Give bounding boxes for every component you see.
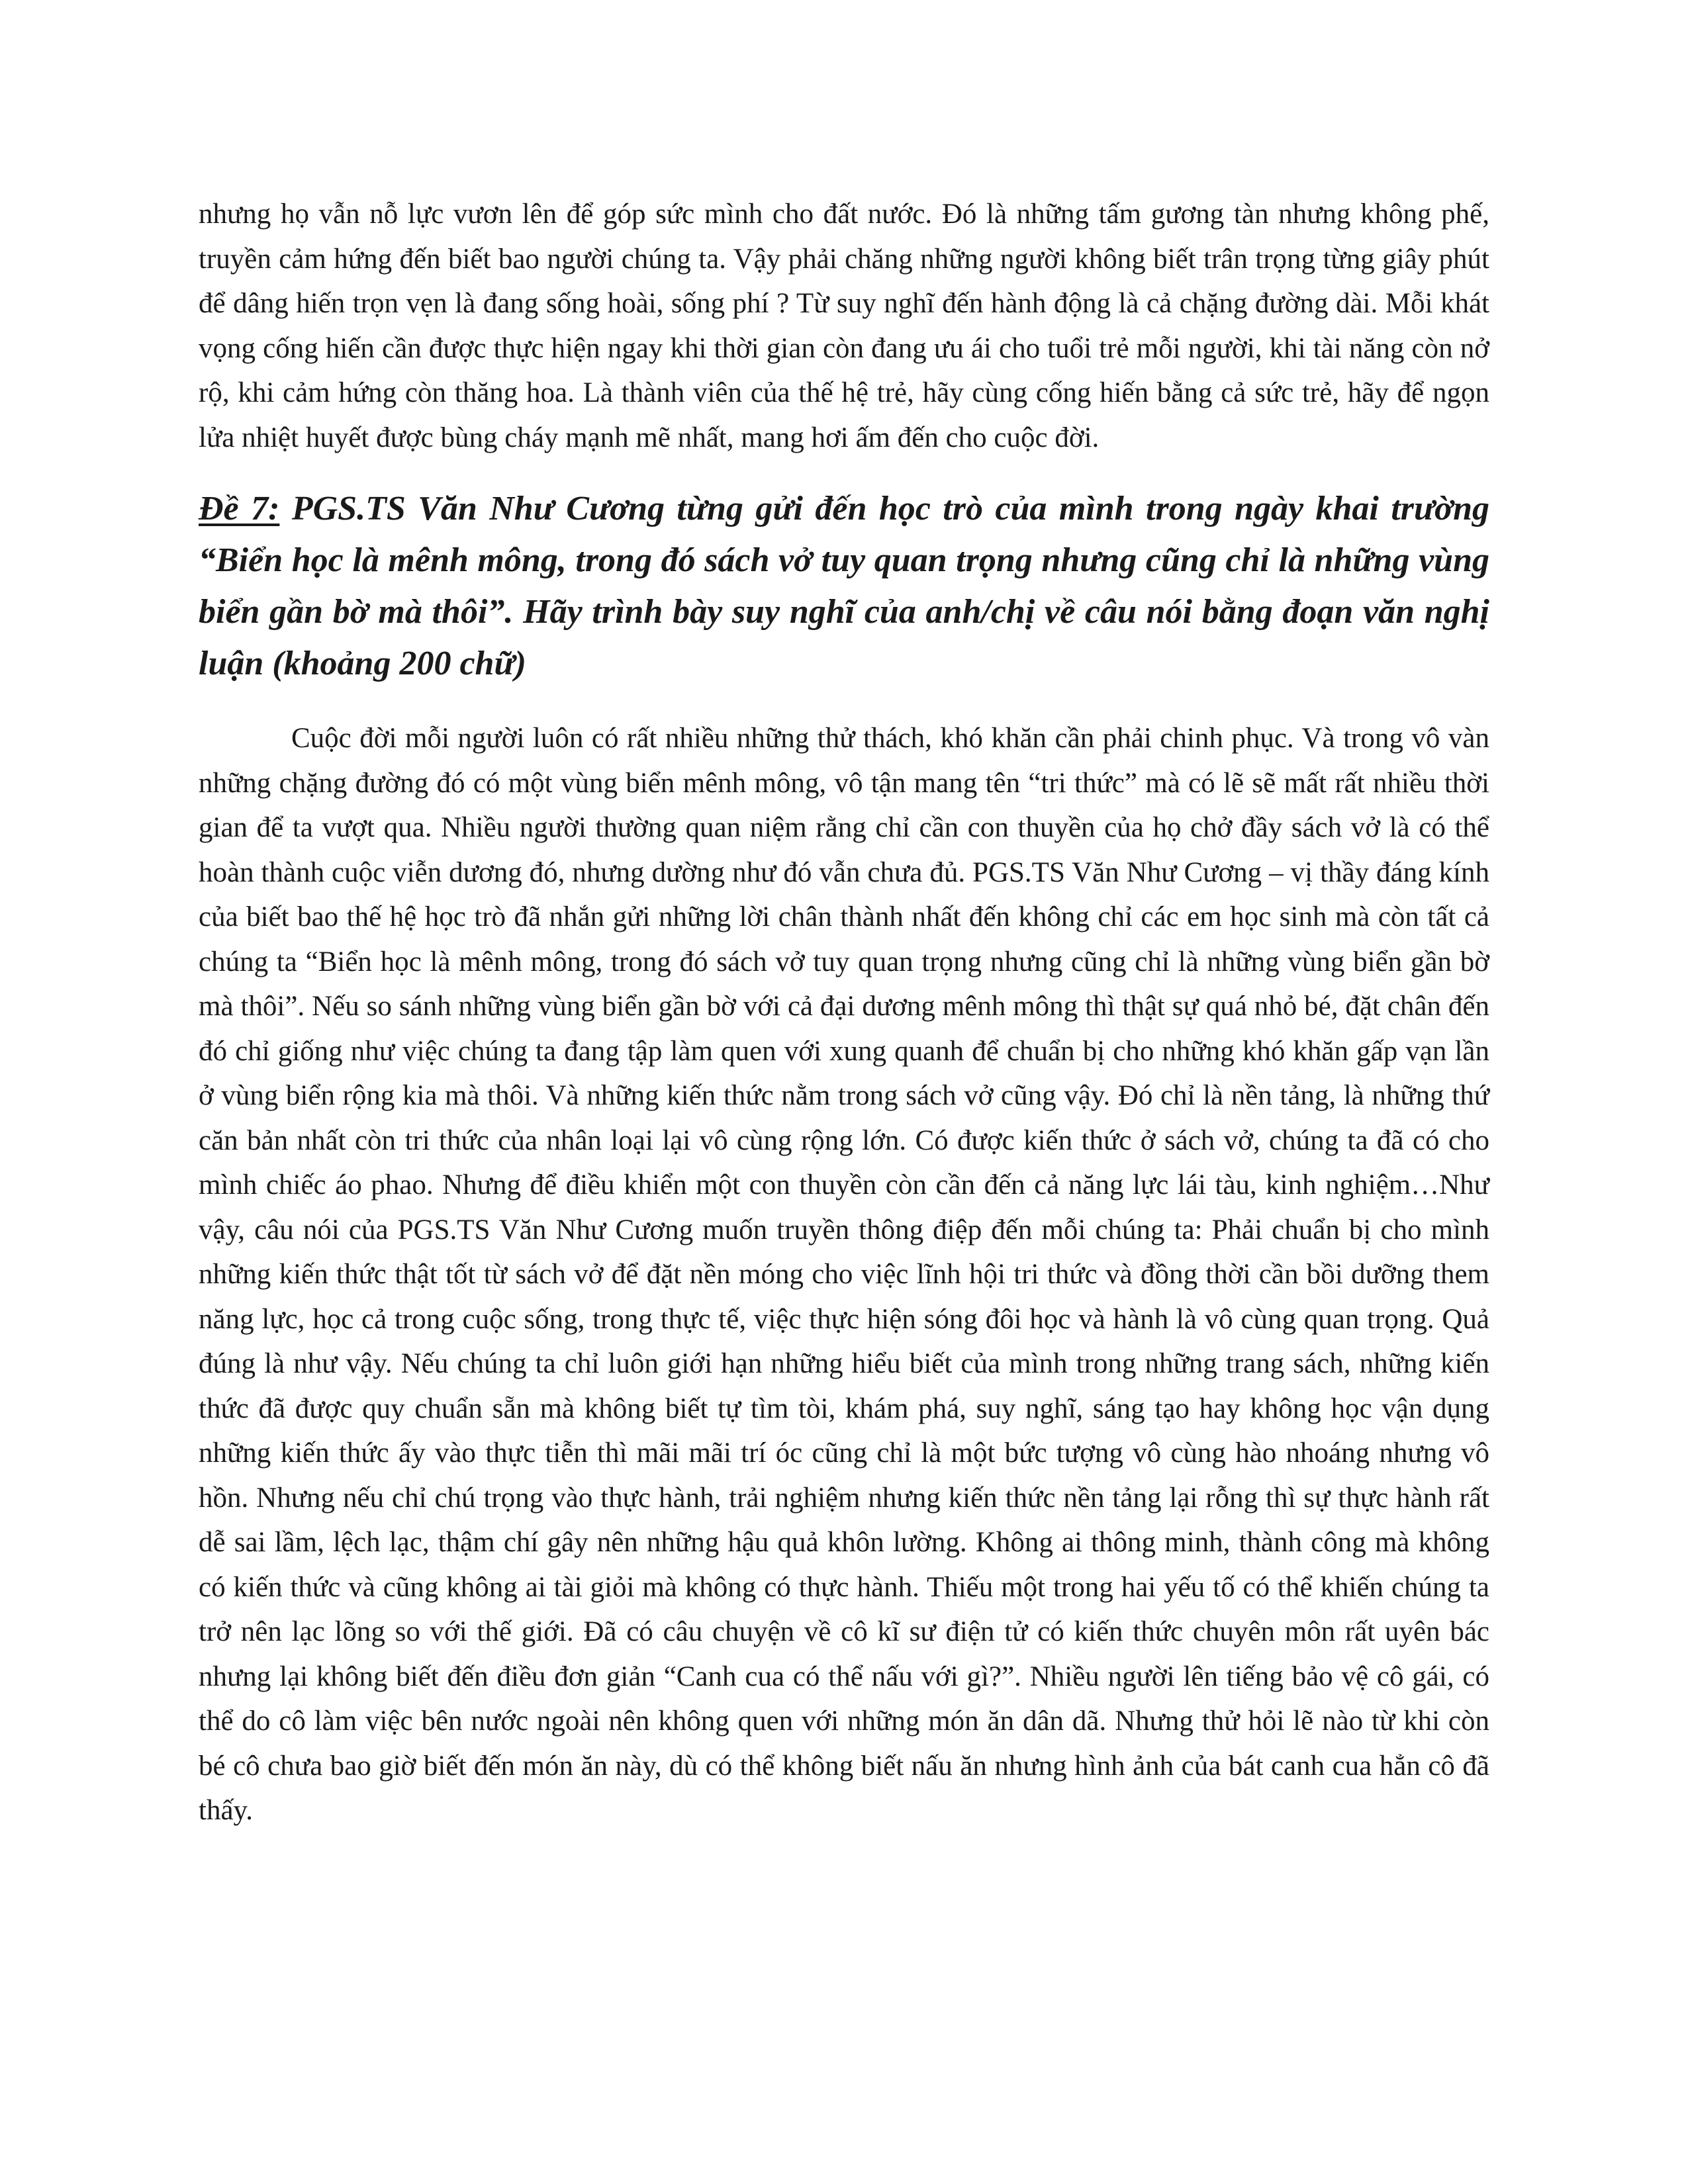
exercise-heading: [199, 483, 1489, 690]
exercise-label: Đề 7:: [199, 490, 280, 527]
intro-paragraph: nhưng họ vẫn nỗ lực vươn lên để góp sức mình cho đất nước. Đó là những tấm gương tàn nhưng không phế, truyền cảm hứng đến biết bao người chúng ta. Vậy phải chăng những người không biết trân trọng từng giây phút để dâng hiến trọn vẹn là đang sống hoài, sống phí ? Từ suy nghĩ đến hành động là cả chặng đường dài. Mỗi khát vọng cống hiến cần được thực hiện ngay khi thời gian còn đang ưu ái cho tuổi trẻ mỗi người, khi tài năng còn nở rộ, khi cảm hứng còn thăng hoa. Là thành viên của thế hệ trẻ, hãy cùng cống hiến bằng cả sức trẻ, hãy để ngọn lửa nhiệt huyết được bùng cháy mạnh mẽ nhất, mang hơi ấm đến cho cuộc đời.: [199, 199, 1489, 453]
essay-paragraph: Cuộc đời mỗi người luôn có rất nhiều những thử thách, khó khăn cần phải chinh phục. Và trong vô vàn những chặng đường đó có một vùng biển mênh mông, vô tận mang tên “tri thức” mà có lẽ sẽ mất rất nhiều thời gian để ta vượt qua. Nhiều người thường quan niệm rằng chỉ cần con thuyền của họ chở đầy sách vở là có thể hoàn thành cuộc viễn dương đó, nhưng dường như đó vẫn chưa đủ. PGS.TS Văn Như Cương – vị thầy đáng kính của biết bao thế hệ học trò đã nhắn gửi những lời chân thành nhất đến không chỉ các em học sinh mà còn tất cả chúng ta “Biển học là mênh mông, trong đó sách vở tuy quan trọng nhưng cũng chỉ là những vùng biển gần bờ mà thôi”. Nếu so sánh những vùng biển gần bờ với cả đại dương mênh mông thì thật sự quá nhỏ bé, đặt chân đến đó chỉ giống như việc chúng ta đang tập làm quen với xung quanh để chuẩn bị cho những khó khăn gấp vạn lần ở vùng biển rộng kia mà thôi. Và những kiến thức nằm trong sách vở cũng vậy. Đó chỉ là nền tảng, là những thứ căn bản nhất còn tri thức của nhân loại lại vô cùng rộng lớn. Có được kiến thức ở sách vở, chúng ta đã có cho mình chiếc áo phao. Nhưng để điều khiển một con thuyền còn cần đến cả năng lực lái tàu, kinh nghiệm…Như vậy, câu nói của PGS.TS Văn Như Cương muốn truyền thông điệp đến mỗi chúng ta: Phải chuẩn bị cho mình những kiến thức thật tốt từ sách vở để đặt nền móng cho việc lĩnh hội tri thức và đồng thời cần bồi dưỡng them năng lực, học cả trong cuộc sống, trong thực tế, việc thực hiện sóng đôi học và hành là vô cùng quan trọng. Quả đúng là như vậy. Nếu chúng ta chỉ luôn giới hạn những hiểu biết của mình trong những trang sách, những kiến thức đã được quy chuẩn sẵn mà không biết tự tìm tòi, khám phá, suy nghĩ, sáng tạo hay không học vận dụng những kiến thức ấy vào thực tiễn thì mãi mãi trí óc cũng chỉ là một bức tượng vô cùng hào nhoáng nhưng vô hồn. Nhưng nếu chỉ chú trọng vào thực hành, trải nghiệm nhưng kiến thức nền tảng lại rỗng thì sự thực hành rất dễ sai lầm, lệch lạc, thậm chí gây nên những hậu quả khôn lường. Không ai thông minh, thành công mà không có kiến thức và cũng không ai tài giỏi mà không có thực hành. Thiếu một trong hai yếu tố có thể khiến chúng ta trở nên lạc lõng so với thế giới. Đã có câu chuyện về cô kĩ sư điện tử có kiến thức chuyên môn rất uyên bác nhưng lại không biết đến điều đơn giản “Canh cua có thể nấu với gì?”. Nhiều người lên tiếng bảo vệ cô gái, có thể do cô làm việc bên nước ngoài nên không quen với những món ăn dân dã. Nhưng thử hỏi lẽ nào từ khi còn bé cô chưa bao giờ biết đến món ăn này, dù có thể không biết nấu ăn nhưng hình ảnh của bát canh cua hẳn cô đã thấy.: [199, 723, 1489, 1826]
document-page: [199, 192, 1489, 1833]
exercise-prompt: PGS.TS Văn Như Cương từng gửi đến học trò của mình trong ngày khai trường “Biển học là mênh mông, trong đó sách vở tuy quan trọng nhưng cũng chỉ là những vùng biển gần bờ mà thôi”. Hãy trình bày suy nghĩ của anh/chị về câu nói bằng đoạn văn nghị luận (khoảng 200 chữ): [199, 490, 1489, 682]
